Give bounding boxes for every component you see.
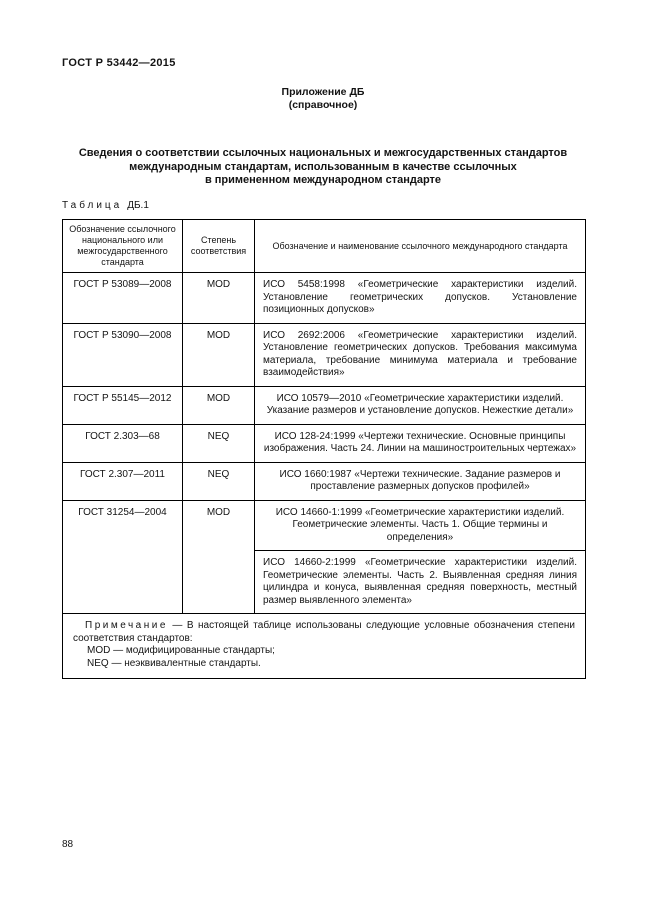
table-caption [62, 200, 149, 211]
cell-international-standard: ИСО 14660-1:1999 «Геометрические характеристики изделий. Геометрические элементы. Часть 1. Общие термины и определения» [255, 500, 586, 551]
table-note-row [63, 614, 586, 679]
note-item-neq: NEQ — неэквивалентные стандарты. [87, 657, 261, 669]
cell-national-standard: ГОСТ Р 55145—2012 [63, 386, 183, 424]
cell-degree: MOD [183, 323, 255, 386]
document-code: ГОСТ Р 53442—2015 [62, 57, 176, 69]
table-row [63, 500, 586, 551]
cell-degree: MOD [183, 500, 255, 614]
table-row [63, 462, 586, 500]
note-text: — В настоящей таблице использованы следующие условные обозначения степени соответствия стандартов: [73, 620, 576, 644]
section-title-line2: международным стандартам, использованным в качестве ссылочных [129, 160, 517, 173]
note-item-mod: MOD — модифицированные стандарты; [87, 645, 275, 656]
cell-degree: MOD [183, 273, 255, 324]
appendix-heading [0, 86, 646, 112]
col-header-international-standard: Обозначение и наименование ссылочного международного стандарта [255, 220, 586, 273]
page-number: 88 [62, 839, 74, 850]
cell-international-standard: ИСО 14660-2:1999 «Геометрические характеристики изделий. Геометрические элементы. Часть 2. Выявленная средняя линия цилиндра и конуса, выявленная средняя поверхность, местный размер выявленного элемента» [255, 551, 586, 614]
cell-national-standard: ГОСТ 2.307—2011 [63, 462, 183, 500]
section-title-line3: в примененном международном стандарте [204, 174, 442, 186]
table-caption-number: ДБ.1 [127, 200, 149, 211]
note-label: Примечание [85, 620, 168, 631]
table-note-cell [63, 614, 586, 679]
col-header-national-standard: Обозначение ссылочного национального или межгосударственного стандарта [63, 220, 183, 273]
standards-correspondence-table [62, 219, 586, 679]
cell-international-standard: ИСО 1660:1987 «Чертежи технические. Задание размеров и проставление размерных допусков профилей» [255, 462, 586, 500]
appendix-type: (справочное) [288, 99, 358, 111]
cell-degree: NEQ [183, 462, 255, 500]
cell-international-standard: ИСО 10579—2010 «Геометрические характеристики изделий. Указание размеров и установление допусков. Нежесткие детали» [255, 386, 586, 424]
cell-degree: MOD [183, 386, 255, 424]
col-header-degree: Степень соответствия [183, 220, 255, 273]
cell-national-standard: ГОСТ Р 53090—2008 [63, 323, 183, 386]
table-row [63, 424, 586, 462]
cell-degree: NEQ [183, 424, 255, 462]
table-row [63, 386, 586, 424]
cell-national-standard: ГОСТ Р 53089—2008 [63, 273, 183, 324]
section-title [43, 147, 603, 188]
table-caption-word: Таблица [62, 200, 123, 211]
table-row [63, 323, 586, 386]
cell-international-standard: ИСО 5458:1998 «Геометрические характеристики изделий. Установление геометрических допусков. Установление позиционных допусков» [255, 273, 586, 324]
section-title-line1: Сведения о соответствии ссылочных национальных и межгосударственных стандартов [78, 147, 568, 159]
table-row [63, 273, 586, 324]
note-paragraph [73, 620, 575, 645]
table-header-row [63, 220, 586, 273]
appendix-name: Приложение ДБ [281, 86, 365, 98]
cell-national-standard: ГОСТ 2.303—68 [63, 424, 183, 462]
cell-international-standard: ИСО 2692:2006 «Геометрические характеристики изделий. Установление геометрических допусков. Требования максимума материала, требование минимума материала и требование взаимодействия» [255, 323, 586, 386]
cell-national-standard: ГОСТ 31254—2004 [63, 500, 183, 614]
cell-international-standard: ИСО 128-24:1999 «Чертежи технические. Основные принципы изображения. Часть 24. Линии на машиностроительных чертежах» [255, 424, 586, 462]
